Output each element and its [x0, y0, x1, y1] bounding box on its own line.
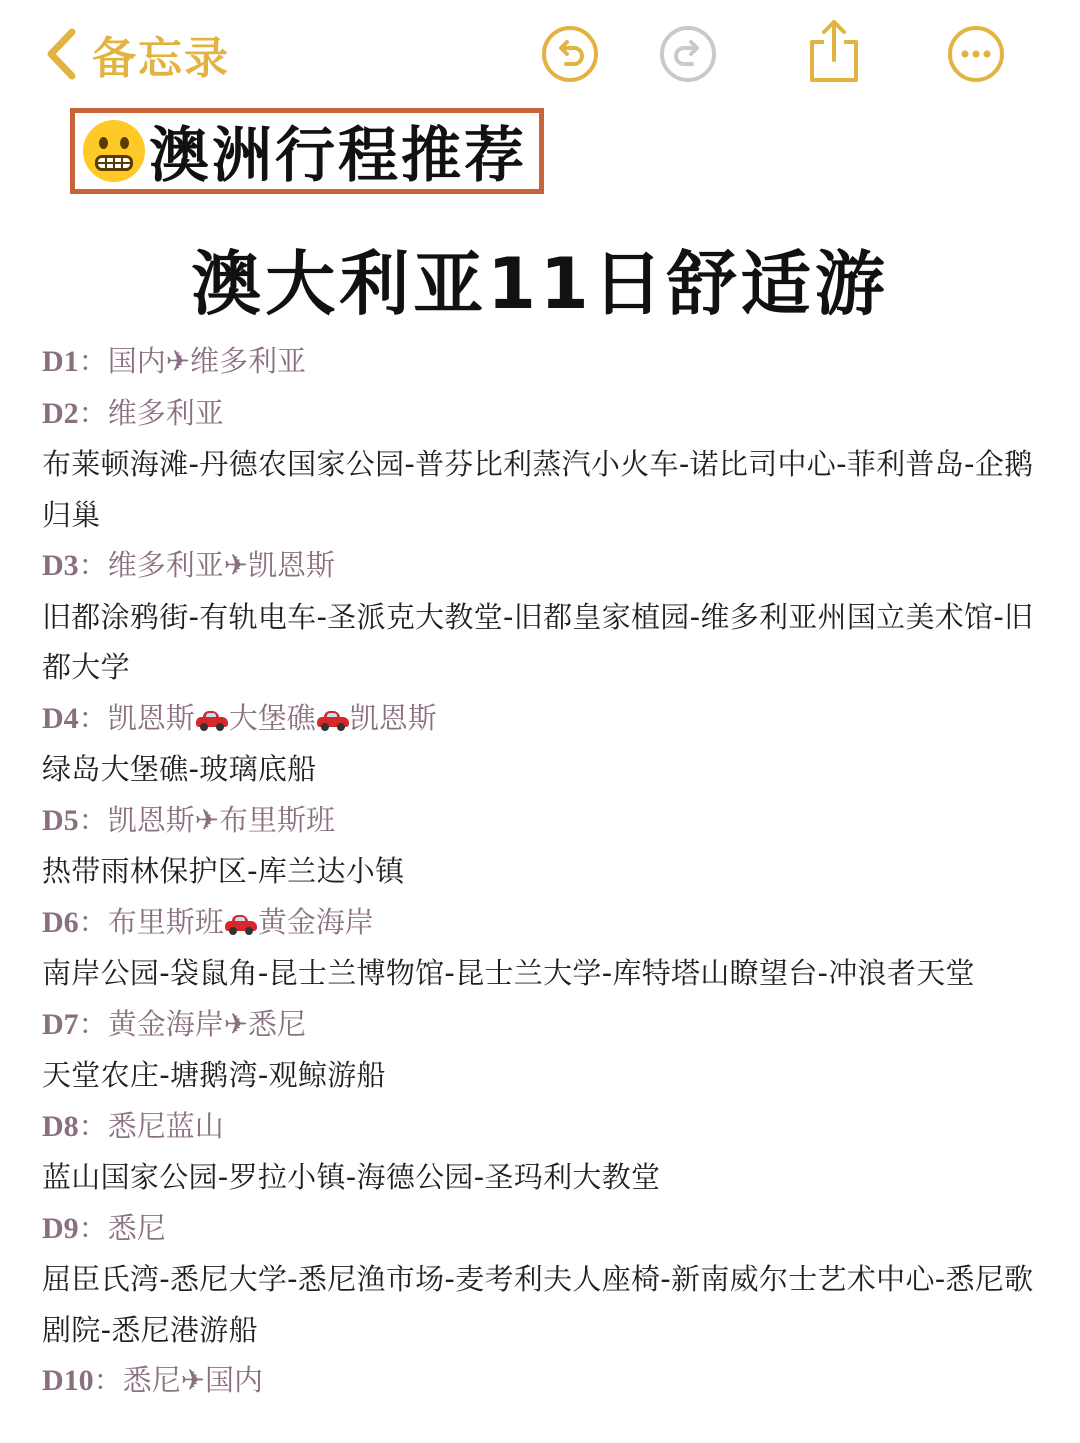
- day-code: D4: [42, 701, 79, 735]
- route-place: 悉尼: [122, 1363, 181, 1397]
- chevron-left-icon: [44, 27, 78, 81]
- day-code: D7: [42, 1007, 79, 1041]
- route-place: 凯恩斯: [107, 700, 195, 735]
- airplane-icon: ✈: [223, 548, 249, 582]
- redo-icon: [658, 24, 718, 84]
- day-spots: 旧都涂鸦街-有轨电车-圣派克大教堂-旧都皇家植园-维多利亚州国立美术馆-旧都大学: [42, 599, 1034, 684]
- undo-button[interactable]: [540, 24, 600, 84]
- route-place: 维多利亚: [107, 548, 224, 582]
- route-place: 维多利亚: [107, 395, 224, 430]
- back-button[interactable]: [44, 22, 230, 86]
- day-heading: [42, 388, 1042, 440]
- day-code: D9: [42, 1211, 79, 1245]
- car-icon: [225, 914, 257, 934]
- day-heading: [42, 999, 1042, 1051]
- day-spots: 南岸公园-袋鼠角-昆士兰博物馆-昆士兰大学-库特塔山瞭望台-冲浪者天堂: [42, 956, 975, 990]
- route-place: 国内: [107, 344, 166, 378]
- airplane-icon: ✈: [165, 344, 191, 378]
- day-spots: 蓝山国家公园-罗拉小镇-海德公园-圣玛利大教堂: [42, 1160, 661, 1194]
- undo-icon: [540, 24, 600, 84]
- grimacing-face-icon: [83, 120, 145, 182]
- day-code: D10: [42, 1364, 94, 1397]
- day-spots: 屈臣氏湾-悉尼大学-悉尼渔市场-麦考利夫人座椅-新南威尔士艺术中心-悉尼歌剧院-悉尼港游船: [42, 1262, 1034, 1347]
- route-place: 黄金海岸: [257, 904, 374, 939]
- route-place: 悉尼: [248, 1006, 307, 1041]
- share-icon: [804, 18, 864, 84]
- day-spots: 热带雨林保护区-库兰达小镇: [42, 854, 405, 888]
- day-separator: ：: [93, 1363, 123, 1397]
- day-heading: [42, 1203, 1042, 1255]
- title-banner: [70, 108, 544, 194]
- route-place: 凯恩斯: [107, 802, 195, 837]
- day-separator: ：: [78, 548, 108, 582]
- notes-toolbar: [0, 0, 1080, 110]
- day-separator: ：: [78, 802, 108, 837]
- day-heading: [42, 897, 1042, 949]
- day-code: D8: [42, 1109, 79, 1143]
- day-separator: ：: [78, 1006, 108, 1041]
- day-code: D6: [42, 905, 79, 939]
- airplane-icon: ✈: [180, 1363, 206, 1397]
- route-place: 大堡礁: [228, 700, 316, 735]
- route-place: 布里斯班: [107, 904, 224, 939]
- day-heading: [42, 693, 1042, 745]
- day-spots: 布莱顿海滩-丹德农国家公园-普芬比利蒸汽小火车-诺比司中心-菲利普岛-企鹅归巢: [42, 447, 1034, 532]
- more-icon: [946, 24, 1006, 84]
- day-separator: ：: [78, 904, 108, 939]
- day-code: D5: [42, 803, 79, 837]
- more-button[interactable]: [946, 24, 1006, 84]
- route-place: 悉尼蓝山: [107, 1108, 224, 1143]
- day-code: D3: [42, 549, 79, 582]
- day-spots: 绿岛大堡礁-玻璃底船: [42, 752, 317, 786]
- day-heading: [42, 336, 1042, 388]
- day-code: D1: [42, 345, 79, 378]
- route-place: 布里斯班: [219, 802, 336, 837]
- day-heading: [42, 795, 1042, 847]
- day-separator: ：: [78, 700, 108, 735]
- route-place: 黄金海岸: [107, 1006, 224, 1041]
- route-place: 凯恩斯: [248, 548, 336, 582]
- note-title: 澳洲行程推荐: [149, 121, 527, 191]
- day-separator: ：: [78, 344, 108, 378]
- day-spots: 天堂农庄-塘鹅湾-观鲸游船: [42, 1058, 386, 1092]
- car-icon: [196, 710, 228, 730]
- day-heading: [42, 540, 1042, 592]
- route-place: 凯恩斯: [349, 700, 437, 735]
- day-heading: [42, 1101, 1042, 1153]
- car-icon: [317, 710, 349, 730]
- back-label: 备忘录: [92, 33, 230, 84]
- day-separator: ：: [78, 395, 108, 430]
- day-code: D2: [42, 396, 79, 430]
- route-place: 国内: [205, 1363, 264, 1397]
- airplane-icon: ✈: [223, 1006, 249, 1041]
- route-place: 悉尼: [107, 1210, 166, 1245]
- redo-button[interactable]: [658, 24, 718, 84]
- day-heading: [42, 1355, 1042, 1407]
- day-separator: ：: [78, 1210, 108, 1245]
- route-place: 维多利亚: [190, 344, 307, 378]
- itinerary-list: [42, 336, 1042, 1407]
- itinerary-headline: 澳大利亚11日舒适游: [191, 243, 889, 325]
- day-separator: ：: [78, 1108, 108, 1143]
- share-button[interactable]: [804, 18, 864, 84]
- airplane-icon: ✈: [194, 802, 220, 837]
